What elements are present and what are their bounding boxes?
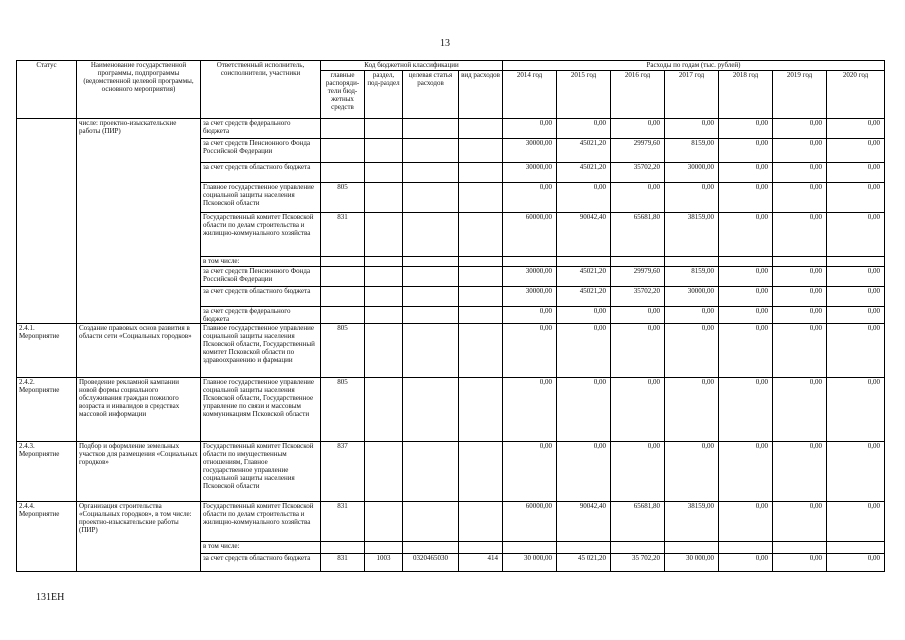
header-name: Наименование государственной программы, подпрограммы (ведомственной целевой программы, основного мероприятия)	[77, 61, 201, 119]
cell-razdel	[365, 267, 403, 287]
cell-year-value: 0,00	[719, 119, 773, 139]
page-number: 13	[440, 38, 450, 49]
cell-year-value: 0,00	[557, 442, 611, 502]
cell-csr	[403, 307, 459, 324]
table-row	[17, 442, 885, 502]
cell-executor: за счет средств областного бюджета	[201, 287, 321, 307]
cell-year-value: 0,00	[827, 119, 885, 139]
cell-executor: Главное государственное управление социальной защиты населения Псковской области, Государственный комитет Псковской области по здравоохранению и фармации	[201, 324, 321, 378]
cell-csr	[403, 378, 459, 442]
cell-year-value: 65681,80	[611, 213, 665, 257]
cell-csr: 0320465030	[403, 554, 459, 572]
cell-year-value: 0,00	[611, 378, 665, 442]
cell-grbs	[321, 542, 365, 554]
cell-grbs	[321, 139, 365, 163]
cell-vr	[459, 139, 503, 163]
cell-year-value: 0,00	[827, 139, 885, 163]
cell-grbs: 805	[321, 183, 365, 213]
cell-status: 2.4.4. Мероприятие	[17, 502, 77, 572]
cell-year-value	[773, 257, 827, 267]
cell-year-value: 0,00	[773, 139, 827, 163]
cell-year-value: 0,00	[773, 324, 827, 378]
cell-name: Проведение рекламной кампании новой формы социального обслуживания граждан пожилого возраста и инвалидов в средствах массовой информации	[77, 378, 201, 442]
cell-grbs: 805	[321, 324, 365, 378]
cell-year-value	[503, 542, 557, 554]
cell-year-value: 30000,00	[503, 163, 557, 183]
cell-year-value: 0,00	[827, 502, 885, 542]
cell-executor: за счет средств Пенсионного Фонда Российской Федерации	[201, 267, 321, 287]
cell-year-value: 0,00	[719, 213, 773, 257]
cell-year-value: 0,00	[503, 183, 557, 213]
cell-year-value: 0,00	[665, 324, 719, 378]
cell-csr	[403, 267, 459, 287]
cell-razdel	[365, 542, 403, 554]
cell-year-value: 45021,20	[557, 267, 611, 287]
cell-grbs: 837	[321, 442, 365, 502]
cell-vr	[459, 542, 503, 554]
cell-razdel	[365, 119, 403, 139]
cell-year-value: 30000,00	[665, 287, 719, 307]
cell-year-value	[611, 542, 665, 554]
header-vr: вид расходов	[459, 71, 503, 119]
cell-year-value	[611, 257, 665, 267]
cell-year-value: 0,00	[503, 378, 557, 442]
cell-year-value	[503, 257, 557, 267]
cell-name: Создание правовых основ развития в области сети «Социальных городков»	[77, 324, 201, 378]
cell-year-value	[557, 542, 611, 554]
cell-year-value: 0,00	[611, 119, 665, 139]
cell-grbs	[321, 287, 365, 307]
header-year: 2017 год	[665, 71, 719, 119]
cell-year-value: 0,00	[611, 324, 665, 378]
cell-vr	[459, 287, 503, 307]
table-row	[17, 324, 885, 378]
cell-razdel	[365, 183, 403, 213]
cell-status: 2.4.3. Мероприятие	[17, 442, 77, 502]
cell-executor: за счет средств федерального бюджета	[201, 119, 321, 139]
cell-executor: в том числе:	[201, 542, 321, 554]
cell-csr	[403, 257, 459, 267]
cell-year-value: 0,00	[827, 163, 885, 183]
cell-year-value	[719, 257, 773, 267]
cell-year-value: 30000,00	[503, 139, 557, 163]
cell-grbs: 831	[321, 213, 365, 257]
cell-year-value: 0,00	[719, 307, 773, 324]
cell-razdel: 1003	[365, 554, 403, 572]
cell-vr	[459, 257, 503, 267]
cell-year-value: 0,00	[503, 442, 557, 502]
cell-year-value: 90042,40	[557, 502, 611, 542]
cell-year-value: 35 702,20	[611, 554, 665, 572]
header-expenses-group: Расходы по годам (тыс. рублей)	[503, 61, 885, 71]
cell-executor: Государственный комитет Псковской области по делам строительства и жилищно-коммунального хозяйства	[201, 213, 321, 257]
cell-year-value: 0,00	[557, 183, 611, 213]
cell-year-value	[827, 542, 885, 554]
cell-grbs	[321, 307, 365, 324]
cell-year-value: 0,00	[773, 267, 827, 287]
cell-year-value: 0,00	[665, 119, 719, 139]
header-year: 2015 год	[557, 71, 611, 119]
header-grbs: главные распоряди-тели бюд-жетных средств	[321, 71, 365, 119]
cell-grbs	[321, 257, 365, 267]
cell-year-value: 0,00	[773, 554, 827, 572]
cell-year-value	[557, 257, 611, 267]
cell-status: 2.4.1. Мероприятие	[17, 324, 77, 378]
cell-year-value	[773, 542, 827, 554]
cell-year-value: 35702,20	[611, 287, 665, 307]
cell-year-value: 45021,20	[557, 287, 611, 307]
cell-year-value: 0,00	[773, 502, 827, 542]
cell-grbs	[321, 267, 365, 287]
cell-razdel	[365, 307, 403, 324]
cell-executor: за счет средств Пенсионного Фонда Российской Федерации	[201, 139, 321, 163]
cell-year-value: 0,00	[503, 119, 557, 139]
cell-year-value: 45 021,20	[557, 554, 611, 572]
cell-year-value: 0,00	[827, 554, 885, 572]
cell-year-value: 0,00	[827, 324, 885, 378]
cell-csr	[403, 183, 459, 213]
cell-year-value: 0,00	[665, 307, 719, 324]
cell-razdel	[365, 442, 403, 502]
header-year: 2020 год	[827, 71, 885, 119]
cell-year-value: 0,00	[719, 554, 773, 572]
cell-grbs: 831	[321, 502, 365, 542]
header-year: 2016 год	[611, 71, 665, 119]
cell-executor: за счет средств областного бюджета	[201, 163, 321, 183]
cell-year-value: 0,00	[773, 183, 827, 213]
cell-executor: Государственный комитет Псковской области по делам строительства и жилищно-коммунального хозяйства	[201, 502, 321, 542]
cell-year-value: 0,00	[719, 442, 773, 502]
cell-razdel	[365, 257, 403, 267]
cell-year-value: 8159,00	[665, 139, 719, 163]
cell-year-value: 0,00	[665, 442, 719, 502]
cell-year-value: 0,00	[665, 183, 719, 213]
cell-year-value: 0,00	[503, 324, 557, 378]
cell-year-value: 0,00	[557, 119, 611, 139]
cell-razdel	[365, 378, 403, 442]
cell-year-value: 0,00	[611, 307, 665, 324]
cell-grbs: 831	[321, 554, 365, 572]
header-year: 2014 год	[503, 71, 557, 119]
cell-year-value: 65681,80	[611, 502, 665, 542]
cell-razdel	[365, 287, 403, 307]
cell-grbs	[321, 119, 365, 139]
table-row	[17, 119, 885, 139]
cell-year-value: 38159,00	[665, 502, 719, 542]
header-razdel: раздел, под-раздел	[365, 71, 403, 119]
cell-year-value: 30000,00	[503, 287, 557, 307]
cell-csr	[403, 287, 459, 307]
cell-year-value: 60000,00	[503, 502, 557, 542]
cell-status: 2.4.2. Мероприятие	[17, 378, 77, 442]
cell-csr	[403, 502, 459, 542]
cell-csr	[403, 119, 459, 139]
cell-vr	[459, 213, 503, 257]
cell-year-value: 0,00	[719, 502, 773, 542]
cell-year-value: 0,00	[557, 378, 611, 442]
cell-vr	[459, 267, 503, 287]
cell-year-value: 45021,20	[557, 139, 611, 163]
cell-year-value: 8159,00	[665, 267, 719, 287]
cell-name: Подбор и оформление земельных участков для размещения «Социальных городков»	[77, 442, 201, 502]
cell-year-value: 0,00	[719, 287, 773, 307]
cell-year-value: 30 000,00	[665, 554, 719, 572]
cell-year-value: 0,00	[773, 442, 827, 502]
cell-csr	[403, 542, 459, 554]
cell-csr	[403, 163, 459, 183]
cell-year-value: 60000,00	[503, 213, 557, 257]
cell-year-value: 0,00	[719, 139, 773, 163]
cell-year-value: 38159,00	[665, 213, 719, 257]
cell-year-value	[665, 257, 719, 267]
cell-csr	[403, 324, 459, 378]
cell-name: Организация строительства «Социальных городков», в том числе: проектно-изыскательские работы (ПИР)	[77, 502, 201, 572]
cell-csr	[403, 442, 459, 502]
cell-year-value: 0,00	[773, 213, 827, 257]
cell-vr	[459, 119, 503, 139]
cell-year-value: 0,00	[773, 119, 827, 139]
cell-executor: за счет средств федерального бюджета	[201, 307, 321, 324]
cell-executor: за счет средств областного бюджета	[201, 554, 321, 572]
cell-vr	[459, 307, 503, 324]
cell-vr	[459, 378, 503, 442]
cell-razdel	[365, 139, 403, 163]
cell-year-value: 30 000,00	[503, 554, 557, 572]
cell-razdel	[365, 502, 403, 542]
header-status: Статус	[17, 61, 77, 119]
cell-year-value: 0,00	[503, 307, 557, 324]
cell-razdel	[365, 213, 403, 257]
table-row	[17, 378, 885, 442]
footer-code: 131ЕН	[36, 592, 65, 603]
cell-year-value: 0,00	[719, 183, 773, 213]
cell-vr	[459, 324, 503, 378]
cell-year-value: 0,00	[773, 307, 827, 324]
cell-year-value: 0,00	[773, 378, 827, 442]
header-year: 2018 год	[719, 71, 773, 119]
cell-csr	[403, 213, 459, 257]
cell-year-value: 30000,00	[503, 267, 557, 287]
cell-year-value: 30000,00	[665, 163, 719, 183]
cell-year-value: 0,00	[611, 183, 665, 213]
cell-grbs: 805	[321, 378, 365, 442]
cell-vr	[459, 183, 503, 213]
cell-year-value: 0,00	[773, 287, 827, 307]
cell-year-value: 0,00	[827, 307, 885, 324]
cell-vr	[459, 442, 503, 502]
cell-year-value: 0,00	[611, 442, 665, 502]
cell-csr	[403, 139, 459, 163]
cell-year-value: 0,00	[719, 163, 773, 183]
cell-year-value: 0,00	[773, 163, 827, 183]
cell-year-value: 0,00	[719, 324, 773, 378]
cell-year-value: 0,00	[557, 324, 611, 378]
cell-vr	[459, 502, 503, 542]
cell-year-value: 90042,40	[557, 213, 611, 257]
cell-executor: Государственный комитет Псковской области по имущественным отношениям, Главное государственное управление социальной защиты населения Псковской области	[201, 442, 321, 502]
header-csr: целевая статья расходов	[403, 71, 459, 119]
cell-year-value: 0,00	[827, 213, 885, 257]
cell-year-value: 0,00	[827, 378, 885, 442]
cell-year-value: 0,00	[827, 267, 885, 287]
cell-executor: Главное государственное управление социальной защиты населения Псковской области	[201, 183, 321, 213]
header-executor: Ответственный исполнитель, соисполнители, участники	[201, 61, 321, 119]
cell-year-value: 0,00	[719, 267, 773, 287]
cell-year-value: 29979,60	[611, 267, 665, 287]
cell-vr: 414	[459, 554, 503, 572]
cell-executor: Главное государственное управление социальной защиты населения Псковской области, Государственное управление по связи и массовым коммуникациям Псковской области	[201, 378, 321, 442]
cell-year-value: 35702,20	[611, 163, 665, 183]
cell-executor: в том числе:	[201, 257, 321, 267]
cell-vr	[459, 163, 503, 183]
cell-year-value: 29979,60	[611, 139, 665, 163]
budget-table	[16, 60, 885, 572]
cell-year-value: 0,00	[827, 442, 885, 502]
cell-year-value: 0,00	[557, 307, 611, 324]
table-row	[17, 502, 885, 542]
cell-year-value	[719, 542, 773, 554]
cell-year-value: 0,00	[719, 378, 773, 442]
table-body	[17, 119, 885, 572]
cell-status	[17, 119, 77, 324]
cell-year-value: 0,00	[827, 287, 885, 307]
cell-year-value	[665, 542, 719, 554]
cell-razdel	[365, 324, 403, 378]
header-bk-group: Код бюджетной классификации	[321, 61, 503, 71]
cell-year-value: 0,00	[665, 378, 719, 442]
cell-year-value: 0,00	[827, 183, 885, 213]
cell-razdel	[365, 163, 403, 183]
header-year: 2019 год	[773, 71, 827, 119]
cell-name: числе: проектно-изыскательские работы (ПИР)	[77, 119, 201, 324]
cell-year-value: 45021,20	[557, 163, 611, 183]
cell-grbs	[321, 163, 365, 183]
cell-year-value	[827, 257, 885, 267]
